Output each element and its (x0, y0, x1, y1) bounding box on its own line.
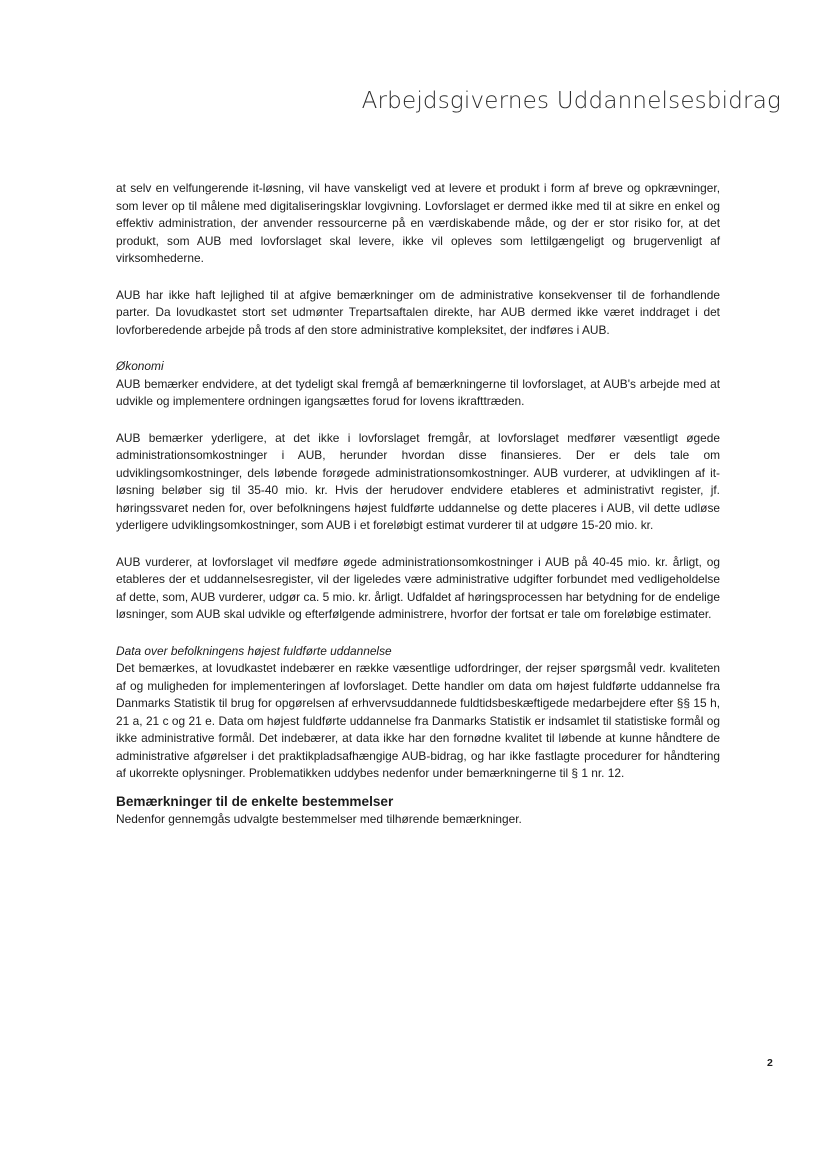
paragraph-okonomi-intro: AUB bemærker endvidere, at det tydeligt skal fremgå af bemærkningerne til lovforslaget, at AUB's arbejde med at udvikle og implementere ordningen igangsættes forud for lovens ikrafttræden. (116, 376, 720, 408)
paragraph-no-opportunity: AUB har ikke haft lejlighed til at afgive bemærkninger om de administrative konsekvenser til de forhandlende parter. Da lovudkastet stort set udmønter Trepartsaftalen direkte, har AUB dermed ikke været inddraget i det lovforberedende arbejde på trods af den store administrative kompleksitet, der indføres i AUB. (116, 287, 720, 337)
paragraph-data-challenges: Det bemærkes, at lovudkastet indebærer en række væsentlige udfordringer, der rejser spørgsmål vedr. kvaliteten af og muligheden for implementeringen af lovforslaget. Dette handler om data om højest fuldførte uddannelse fra Danmarks Statistik til brug for opgørelsen af erhvervsuddannede fuldtidsbeskæftigede medarbejdere efter §§ 15 h, 21 a, 21 c og 21 e. Data om højest fuldførte uddannelse fra Danmarks Statistik er indsamlet til statistiske formål og ikke administrative formål. Det indebærer, at data ikke har den fornødne kvalitet til løbende at kunne håndtere de administrative afgørelser i det praktikpladsafhængige AUB-bidrag, og har ikke fastlagte procedurer for håndtering af ukorrekte oplysninger. Problematikken uddybes nedenfor under bemærkningerne til § 1 nr. 12. (116, 661, 720, 780)
paragraph-annual-costs: AUB vurderer, at lovforslaget vil medføre øgede administrationsomkostninger i AUB på 40-45 mio. kr. årligt, og etableres der et uddannelsesregister, vil der ligeledes være administrative udgifter forbundet med vedligeholdelse af dette, som, AUB vurderer, udgør ca. 5 mio. kr. årligt. Udfaldet af høringsprocessen har betydning for de endelige løsninger, som AUB skal udvikle og efterfølgende administrere, hvorfor der fortsat er tale om foreløbige estimater. (116, 554, 720, 621)
paragraph-admin-costs: AUB bemærker yderligere, at det ikke i lovforslaget fremgår, at lovforslaget medfører væsentligt øgede administrationsomkostninger i AUB, herunder hvordan disse finansieres. Der er dels tale om udviklingsomkostninger, dels løbende forøgede administrationsomkostninger. AUB vurderer, at udviklingen af it-løsning beløber sig til 35-40 mio. kr. Hvis der herudover endvidere etableres et administrativt register, jf. høringssvaret neden for, over befolkningens højest fuldførte uddannelse og dette placeres i AUB, vil dette udløse yderligere udviklingsomkostninger, som AUB i et foreløbigt estimat vurderer til at udgøre 15-20 mio. kr. (116, 430, 720, 532)
subheading-okonomi: Økonomi (116, 359, 164, 373)
subheading-data-education: Data over befolkningens højest fuldførte uddannelse (116, 643, 392, 658)
paragraph-remarks-intro: Nedenfor gennemgås udvalgte bestemmelser med tilhørende bemærkninger. (116, 811, 522, 826)
paragraph-it-solution: at selv en velfungerende it-løsning, vil have vanskeligt ved at levere et produkt i form af breve og opkrævninger, som lever op til målene med digitaliseringsklar lovgivning. Lovforslaget er dermed ikke med til at sikre en enkel og effektiv administration, der anvender ressourcerne på en værdiskabende måde, og der er stor risiko for, at det produkt, som AUB med lovforslaget skal levere, ikke vil opleves som lettilgængeligt og brugervenligt af virksomhederne. (116, 181, 720, 265)
document-body (116, 180, 720, 828)
section-heading-remarks: Bemærkninger til de enkelte bestemmelser (116, 793, 394, 809)
page-number: 2 (767, 1057, 773, 1069)
document-header-title: Arbejdsgivernes Uddannelsesbidrag (361, 88, 781, 114)
